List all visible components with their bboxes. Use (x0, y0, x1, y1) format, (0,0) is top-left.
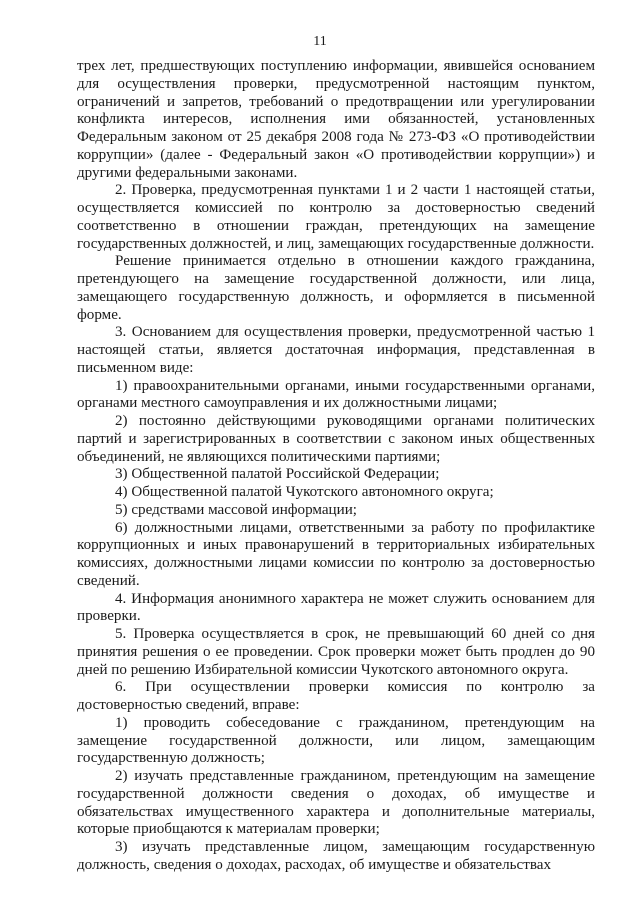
list-item: 2) изучать представленные гражданином, претендующим на замещение государственной должности сведения о доходах, об имуществе и обязательствах имущественного характера и дополнительные материалы, которые приобщаются к материалам проверки; (77, 768, 595, 838)
list-item: 3) Общественной палатой Российской Федерации; (115, 466, 440, 483)
paragraph: 4. Информация анонимного характера не может служить основанием для проверки. (77, 590, 595, 625)
list-item: 3) изучать представленные лицом, замещающим государственную должность, сведения о доходах, расходах, об имуществе и обязательствах (77, 839, 595, 873)
document-body (77, 58, 595, 875)
paragraph: 2. Проверка, предусмотренная пунктами 1 и 2 части 1 настоящей статьи, осуществляется комиссией по контролю за достоверностью сведений соответственно в отношении граждан, претендующих на замещение государственных должностей, и лиц, замещающих государственные должности. (77, 182, 595, 252)
list-item: 5) средствами массовой информации; (115, 501, 357, 518)
page-number: 11 (313, 34, 327, 49)
list-item: 2) постоянно действующими руководящими органами политических партий и зарегистрированных в соответствии с законом иных общественных объединений, не являющихся политическими партиями; (77, 413, 595, 465)
list-item: 4) Общественной палатой Чукотского автономного округа; (115, 484, 494, 500)
list-item: 6) должностными лицами, ответственными за работу по профилактике коррупционных и иных правонарушений в территориальных избирательных комиссиях, должностными лицами комиссии по контролю за достоверностью сведений. (77, 519, 595, 589)
paragraph: Решение принимается отдельно в отношении каждого гражданина, претендующего на замещение государственной должности, или лица, замещающего государственную должность, и оформляется в письменной форме. (77, 253, 595, 323)
list-item: 1) проводить собеседование с гражданином, претендующим на замещение государственной должности, или лицом, замещающим государственную должность; (77, 714, 595, 767)
paragraph: 5. Проверка осуществляется в срок, не превышающий 60 дней со дня принятия решения о ее проведении. Срок проверки может быть продлен до 90 дней по решению Избирательной комиссии Чукотского автономного округа. (77, 626, 595, 678)
paragraph: 3. Основанием для осуществления проверки, предусмотренной частью 1 настоящей статьи, является достаточная информация, представленная в письменном виде: (77, 324, 595, 376)
paragraph: 6. При осуществлении проверки комиссия по контролю за достоверностью сведений, вправе: (77, 679, 595, 713)
list-item: 1) правоохранительными органами, иными государственными органами, органами местного самоуправления и их должностными лицами; (77, 377, 595, 412)
paragraph-continued: трех лет, предшествующих поступлению информации, явившейся основанием для осуществления проверки, предусмотренной настоящим пунктом, ограничений и запретов, требований о предотвращении или урегулировании конфликта интересов, исполнения ими обязанностей, установленных Федеральным законом от 25 декабря 2008 года № 273-ФЗ «О противодействии коррупции» (далее - Федеральный закон «О противодействии коррупции») и другими федеральными законами. (77, 58, 595, 181)
